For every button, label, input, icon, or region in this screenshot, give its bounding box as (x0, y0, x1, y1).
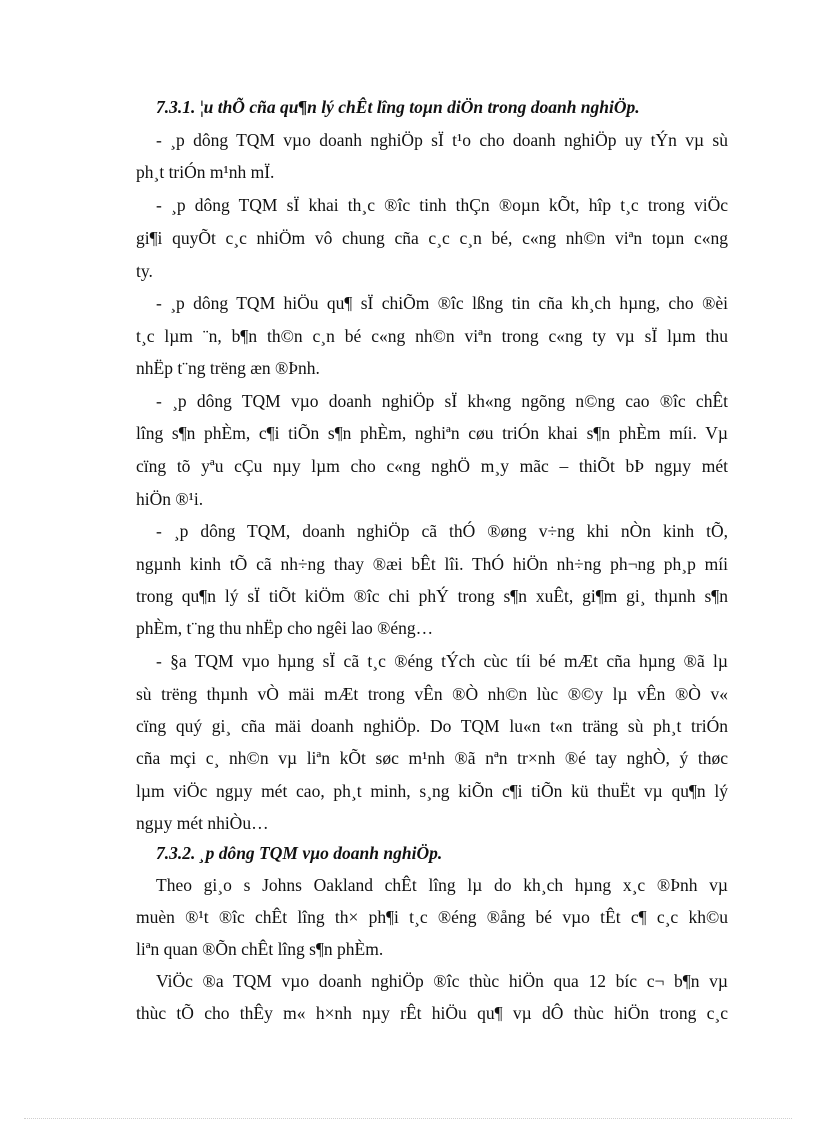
paragraph-line: t¸c lµm ¨n, b¶n th©n c¸n bé c«ng nh©n viªn trong c«ng ty vµ sÏ lµm thu (136, 326, 728, 346)
paragraph-line: ViÖc ®a TQM vµo doanh nghiÖp ®îc thùc hiÖn qua 12 bíc c¬ b¶n vµ (156, 971, 728, 991)
paragraph-line: ngµy mét nhiÒu… (136, 813, 269, 833)
paragraph-line: thùc tÕ cho thÊy m« h×nh nµy rÊt hiÖu qu¶ vµ dÔ thùc hiÖn trong c¸c (136, 1003, 728, 1023)
paragraph-line: muèn ®¹t ®îc chÊt lîng th× ph¶i t¸c ®éng ®ång bé vµo tÊt c¶ c¸c kh©u (136, 907, 728, 927)
paragraph-line: - ¸p dông TQM hiÖu qu¶ sÏ chiÕm ®îc lßng tin cña kh¸ch hµng, cho ®èi (156, 293, 728, 313)
paragraph-line: - ¸p dông TQM vµo doanh nghiÖp sÏ kh«ng ngõng n©ng cao ®îc chÊt (156, 391, 728, 411)
section-heading-7-3-2: 7.3.2. ¸p dông TQM vµo doanh nghiÖp. (156, 843, 443, 863)
paragraph-line: lîng s¶n phÈm, c¶i tiÕn s¶n phÈm, nghiªn cøu triÓn khai s¶n phÈm míi. Vµ (136, 423, 728, 443)
paragraph-line: sù trëng thµnh vÒ mäi mÆt trong vÊn ®Ò nh©n lùc ®©y lµ vÊn ®Ò v« (136, 684, 728, 704)
paragraph-line: phÈm, t¨ng thu nhËp cho ngêi lao ®éng… (136, 618, 434, 638)
paragraph-line: cïng quý gi¸ cña mäi doanh nghiÖp. Do TQM lu«n t«n träng sù ph¸t triÓn (136, 716, 728, 736)
paragraph-line: trong qu¶n lý sÏ tiÕt kiÖm ®îc chi phÝ trong s¶n xuÊt, gi¶m gi¸ thµnh s¶n (136, 586, 728, 606)
section-heading-7-3-1: 7.3.1. ¦u thÕ cña qu¶n lý chÊt lîng toµn diÖn trong doanh nghiÖp. (156, 97, 640, 117)
paragraph-line: cña mçi c¸ nh©n vµ liªn kÕt søc m¹nh ®ã nªn tr×nh ®é tay nghÒ, ý thøc (136, 748, 728, 768)
paragraph-line: ty. (136, 261, 153, 281)
paragraph-line: gi¶i quyÕt c¸c nhiÖm vô chung cña c¸c c¸n bé, c«ng nh©n viªn toµn c«ng (136, 228, 728, 248)
paragraph-line: hiÖn ®¹i. (136, 489, 204, 509)
footer-divider (24, 1118, 792, 1119)
paragraph-line: nhËp t¨ng trëng æn ®Þnh. (136, 358, 320, 378)
paragraph-line: ngµnh kinh tÕ cã nh÷ng thay ®æi bÊt lîi. ThÓ hiÖn nh÷ng ph¬ng ph¸p míi (136, 554, 728, 574)
paragraph-line: liªn quan ®Õn chÊt lîng s¶n phÈm. (136, 939, 384, 959)
paragraph-line: - ¸p dông TQM, doanh nghiÖp cã thÓ ®øng v÷ng khi nÒn kinh tÕ, (156, 521, 728, 541)
paragraph-line: cïng tõ yªu cÇu nµy lµm cho c«ng nghÖ m¸y mãc – thiÕt bÞ ngµy mét (136, 456, 728, 476)
paragraph-line: Theo gi¸o s Johns Oakland chÊt lîng lµ do kh¸ch hµng x¸c ®Þnh vµ (156, 875, 728, 895)
paragraph-line: ph¸t triÓn m¹nh mÏ. (136, 162, 275, 182)
paragraph-line: - ¸p dông TQM vµo doanh nghiÖp sÏ t¹o cho doanh nghiÖp uy tÝn vµ sù (156, 130, 728, 150)
paragraph-line: lµm viÖc ngµy mét cao, ph¸t minh, s¸ng kiÕn c¶i tiÕn kü thuËt vµ qu¶n lý (136, 781, 728, 801)
paragraph-line: - §a TQM vµo hµng sÏ cã t¸c ®éng tÝch cùc tíi bé mÆt cña hµng ®ã lµ (156, 651, 728, 671)
paragraph-line: - ¸p dông TQM sÏ khai th¸c ®îc tinh thÇn ®oµn kÕt, hîp t¸c trong viÖc (156, 195, 728, 215)
